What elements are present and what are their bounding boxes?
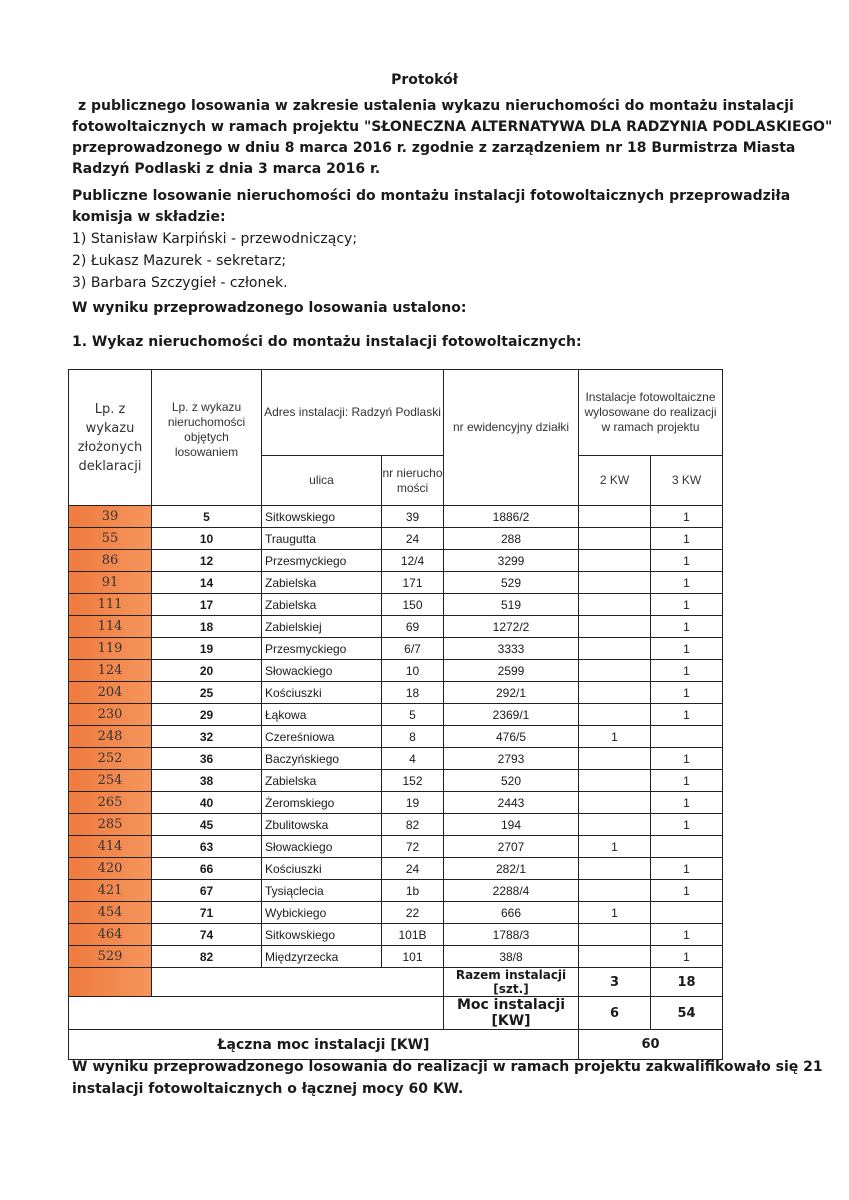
street-cell: Słowackiego	[262, 836, 382, 858]
header-3kw: 3 KW	[651, 456, 723, 506]
total-power-label: Łączna moc instalacji [KW]	[69, 1030, 579, 1060]
parcel-no-cell: 520	[444, 770, 579, 792]
table-row	[69, 528, 723, 550]
lp-declaration-cell: 55	[69, 528, 152, 550]
total-power-value: 60	[579, 1030, 723, 1060]
table-row	[69, 506, 723, 528]
count-label: Razem instalacji [szt.]	[444, 968, 579, 997]
property-no-cell: 171	[382, 572, 444, 594]
header-paragraph	[72, 96, 833, 180]
parcel-no-cell: 666	[444, 902, 579, 924]
kw2-cell: 1	[579, 902, 651, 924]
kw3-cell: 1	[651, 792, 723, 814]
street-cell: Sitkowskiego	[262, 924, 382, 946]
parcel-no-cell: 519	[444, 594, 579, 616]
lp-declaration-cell: 114	[69, 616, 152, 638]
kw2-cell	[579, 924, 651, 946]
lp-property-cell: 14	[152, 572, 262, 594]
lp-declaration-cell: 230	[69, 704, 152, 726]
property-no-cell: 18	[382, 682, 444, 704]
table-row	[69, 836, 723, 858]
kw3-cell: 1	[651, 506, 723, 528]
summary-line: instalacji fotowoltaicznych o łącznej mocy 60 KW.	[72, 1081, 464, 1097]
parcel-no-cell: 2443	[444, 792, 579, 814]
header-address: Adres instalacji: Radzyń Podlaski	[262, 370, 444, 456]
lp-property-cell: 74	[152, 924, 262, 946]
table-row	[69, 682, 723, 704]
commission-intro: komisja w składzie:	[72, 209, 226, 225]
table-row	[69, 550, 723, 572]
lp-declaration-cell: 39	[69, 506, 152, 528]
power-3kw: 54	[651, 997, 723, 1030]
header-line: z publicznego losowania w zakresie ustalenia wykazu nieruchomości do montażu instalacji	[78, 98, 794, 114]
kw2-cell	[579, 880, 651, 902]
street-cell: Wybickiego	[262, 902, 382, 924]
parcel-no-cell: 1272/2	[444, 616, 579, 638]
header-street: ulica	[262, 456, 382, 506]
kw3-cell: 1	[651, 814, 723, 836]
blank-cell	[152, 968, 444, 997]
count-3kw: 18	[651, 968, 723, 997]
kw3-cell: 1	[651, 858, 723, 880]
kw3-cell: 1	[651, 880, 723, 902]
header-line: fotowoltaicznych w ramach projektu "SŁONECZNA ALTERNATYWA DLA RADZYNIA PODLASKIEGO"	[72, 119, 833, 135]
blank-cell	[69, 997, 444, 1030]
kw3-cell	[651, 902, 723, 924]
parcel-no-cell: 2599	[444, 660, 579, 682]
kw3-cell: 1	[651, 946, 723, 968]
table-row	[69, 594, 723, 616]
property-no-cell: 24	[382, 858, 444, 880]
result-intro: W wyniku przeprowadzonego losowania ustalono:	[72, 300, 467, 316]
lp-property-cell: 36	[152, 748, 262, 770]
installations-table	[68, 369, 723, 1060]
kw3-cell: 1	[651, 550, 723, 572]
property-no-cell: 24	[382, 528, 444, 550]
kw3-cell: 1	[651, 682, 723, 704]
lp-property-cell: 66	[152, 858, 262, 880]
kw2-cell	[579, 594, 651, 616]
commission-member: 1) Stanisław Karpiński - przewodniczący;	[72, 231, 358, 247]
header-lp-properties: Lp. z wykazu nieruchomości objętych losowaniem	[152, 370, 262, 506]
street-cell: Kościuszki	[262, 682, 382, 704]
parcel-no-cell: 3333	[444, 638, 579, 660]
kw2-cell	[579, 506, 651, 528]
kw3-cell: 1	[651, 924, 723, 946]
table-row	[69, 572, 723, 594]
parcel-no-cell: 292/1	[444, 682, 579, 704]
parcel-no-cell: 2288/4	[444, 880, 579, 902]
commission-member: 2) Łukasz Mazurek - sekretarz;	[72, 253, 287, 269]
parcel-no-cell: 194	[444, 814, 579, 836]
lp-property-cell: 18	[152, 616, 262, 638]
kw3-cell: 1	[651, 528, 723, 550]
kw2-cell	[579, 858, 651, 880]
property-no-cell: 4	[382, 748, 444, 770]
lp-property-cell: 40	[152, 792, 262, 814]
table-row	[69, 902, 723, 924]
kw2-cell: 1	[579, 836, 651, 858]
street-cell: Czereśniowa	[262, 726, 382, 748]
lp-property-cell: 63	[152, 836, 262, 858]
parcel-no-cell: 282/1	[444, 858, 579, 880]
table-row	[69, 858, 723, 880]
blank-highlight-cell	[69, 968, 152, 997]
street-cell: Łąkowa	[262, 704, 382, 726]
kw3-cell	[651, 836, 723, 858]
table-row	[69, 880, 723, 902]
lp-property-cell: 19	[152, 638, 262, 660]
parcel-no-cell: 2793	[444, 748, 579, 770]
lp-property-cell: 32	[152, 726, 262, 748]
lp-declaration-cell: 285	[69, 814, 152, 836]
property-no-cell: 101B	[382, 924, 444, 946]
commission-intro: Publiczne losowanie nieruchomości do montażu instalacji fotowoltaicznych przeprowadziła	[72, 188, 791, 204]
lp-declaration-cell: 111	[69, 594, 152, 616]
kw3-cell: 1	[651, 770, 723, 792]
summary-line: W wyniku przeprowadzonego losowania do realizacji w ramach projektu zakwalifikowało się 21	[72, 1059, 823, 1075]
parcel-no-cell: 2707	[444, 836, 579, 858]
kw3-cell: 1	[651, 660, 723, 682]
lp-property-cell: 10	[152, 528, 262, 550]
kw2-cell	[579, 770, 651, 792]
lp-declaration-cell: 414	[69, 836, 152, 858]
lp-declaration-cell: 86	[69, 550, 152, 572]
property-no-cell: 10	[382, 660, 444, 682]
lp-property-cell: 25	[152, 682, 262, 704]
property-no-cell: 12/4	[382, 550, 444, 572]
header-property-no: nr nierucho mości	[382, 456, 444, 506]
kw3-cell: 1	[651, 572, 723, 594]
header-2kw: 2 KW	[579, 456, 651, 506]
kw3-cell: 1	[651, 638, 723, 660]
power-label: Moc instalacji [KW]	[444, 997, 579, 1030]
property-no-cell: 8	[382, 726, 444, 748]
lp-property-cell: 45	[152, 814, 262, 836]
lp-declaration-cell: 204	[69, 682, 152, 704]
lp-declaration-cell: 252	[69, 748, 152, 770]
lp-property-cell: 38	[152, 770, 262, 792]
property-no-cell: 152	[382, 770, 444, 792]
table-row	[69, 660, 723, 682]
lp-property-cell: 71	[152, 902, 262, 924]
lp-property-cell: 17	[152, 594, 262, 616]
street-cell: Kościuszki	[262, 858, 382, 880]
property-no-cell: 6/7	[382, 638, 444, 660]
header-line: Radzyń Podlaski z dnia 3 marca 2016 r.	[72, 161, 381, 177]
lp-declaration-cell: 119	[69, 638, 152, 660]
kw2-cell	[579, 946, 651, 968]
property-no-cell: 1b	[382, 880, 444, 902]
street-cell: Tysiąclecia	[262, 880, 382, 902]
lp-declaration-cell: 248	[69, 726, 152, 748]
table-row	[69, 616, 723, 638]
street-cell: Baczyńskiego	[262, 748, 382, 770]
lp-declaration-cell: 454	[69, 902, 152, 924]
parcel-no-cell: 529	[444, 572, 579, 594]
kw2-cell	[579, 792, 651, 814]
lp-declaration-cell: 464	[69, 924, 152, 946]
property-no-cell: 19	[382, 792, 444, 814]
kw2-cell	[579, 704, 651, 726]
lp-property-cell: 5	[152, 506, 262, 528]
street-cell: Zabielska	[262, 594, 382, 616]
commission-member: 3) Barbara Szczygieł - członek.	[72, 275, 288, 291]
kw2-cell	[579, 748, 651, 770]
lp-property-cell: 12	[152, 550, 262, 572]
property-no-cell: 101	[382, 946, 444, 968]
kw2-cell	[579, 814, 651, 836]
kw2-cell	[579, 638, 651, 660]
table-row	[69, 924, 723, 946]
table-row	[69, 814, 723, 836]
street-cell: Międzyrzecka	[262, 946, 382, 968]
street-cell: Przesmyckiego	[262, 550, 382, 572]
lp-declaration-cell: 254	[69, 770, 152, 792]
lp-declaration-cell: 91	[69, 572, 152, 594]
street-cell: Zabielska	[262, 770, 382, 792]
power-2kw: 6	[579, 997, 651, 1030]
street-cell: Przesmyckiego	[262, 638, 382, 660]
header-parcel-no: nr ewidencyjny działki	[444, 370, 579, 506]
kw3-cell	[651, 726, 723, 748]
kw2-cell	[579, 682, 651, 704]
summary-paragraph	[72, 1056, 823, 1100]
lp-declaration-cell: 421	[69, 880, 152, 902]
kw2-cell	[579, 616, 651, 638]
property-no-cell: 82	[382, 814, 444, 836]
table-row	[69, 704, 723, 726]
street-cell: Zabielskiej	[262, 616, 382, 638]
section-heading: 1. Wykaz nieruchomości do montażu instalacji fotowoltaicznych:	[72, 334, 582, 350]
header-line: przeprowadzonego w dniu 8 marca 2016 r. zgodnie z zarządzeniem nr 18 Burmistrza Miasta	[72, 140, 796, 156]
parcel-no-cell: 476/5	[444, 726, 579, 748]
parcel-no-cell: 38/8	[444, 946, 579, 968]
header-lp-declarations: Lp. z wykazu złożonych deklaracji	[69, 370, 152, 506]
lp-declaration-cell: 124	[69, 660, 152, 682]
table-row	[69, 792, 723, 814]
lp-declaration-cell: 529	[69, 946, 152, 968]
header-installations: Instalacje fotowoltaiczne wylosowane do realizacji w ramach projektu	[579, 370, 723, 456]
lp-property-cell: 67	[152, 880, 262, 902]
kw2-cell	[579, 528, 651, 550]
street-cell: Żeromskiego	[262, 792, 382, 814]
street-cell: Zbulitowska	[262, 814, 382, 836]
kw2-cell	[579, 660, 651, 682]
lp-property-cell: 82	[152, 946, 262, 968]
property-no-cell: 39	[382, 506, 444, 528]
kw2-cell	[579, 550, 651, 572]
property-no-cell: 5	[382, 704, 444, 726]
property-no-cell: 22	[382, 902, 444, 924]
lp-declaration-cell: 265	[69, 792, 152, 814]
count-2kw: 3	[579, 968, 651, 997]
kw2-cell: 1	[579, 726, 651, 748]
street-cell: Słowackiego	[262, 660, 382, 682]
kw3-cell: 1	[651, 748, 723, 770]
property-no-cell: 69	[382, 616, 444, 638]
parcel-no-cell: 288	[444, 528, 579, 550]
parcel-no-cell: 1886/2	[444, 506, 579, 528]
parcel-no-cell: 3299	[444, 550, 579, 572]
street-cell: Traugutta	[262, 528, 382, 550]
kw2-cell	[579, 572, 651, 594]
parcel-no-cell: 1788/3	[444, 924, 579, 946]
kw3-cell: 1	[651, 594, 723, 616]
property-no-cell: 72	[382, 836, 444, 858]
street-cell: Sitkowskiego	[262, 506, 382, 528]
kw3-cell: 1	[651, 616, 723, 638]
table-row	[69, 748, 723, 770]
parcel-no-cell: 2369/1	[444, 704, 579, 726]
commission-section	[72, 186, 791, 294]
street-cell: Zabielska	[262, 572, 382, 594]
table-row	[69, 770, 723, 792]
lp-property-cell: 29	[152, 704, 262, 726]
table-row	[69, 638, 723, 660]
table-row	[69, 726, 723, 748]
lp-declaration-cell: 420	[69, 858, 152, 880]
lp-property-cell: 20	[152, 660, 262, 682]
property-no-cell: 150	[382, 594, 444, 616]
document-title: Protokół	[391, 72, 458, 88]
table-row	[69, 946, 723, 968]
kw3-cell: 1	[651, 704, 723, 726]
